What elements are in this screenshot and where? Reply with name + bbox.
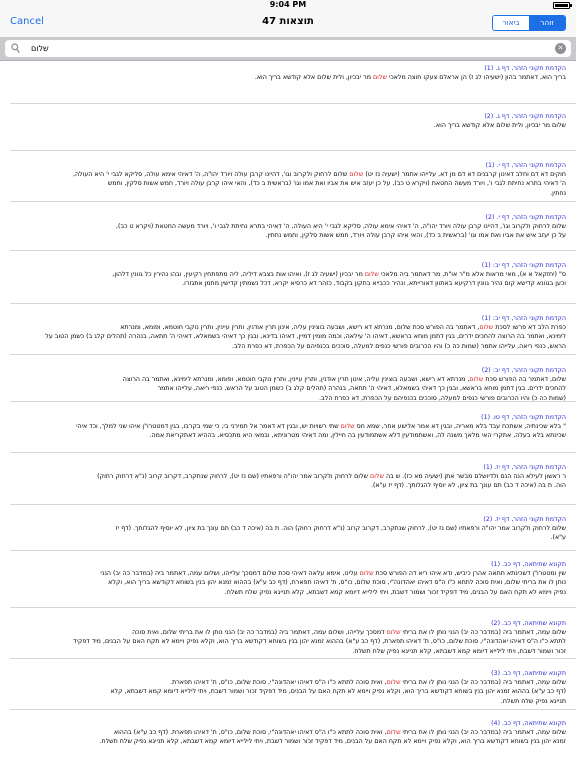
search-input[interactable] — [31, 41, 531, 56]
result-line — [10, 394, 566, 403]
result-text: הוה. ת בה (איכה ד כב) תם עונך בת ציון, לא יוסיף להגלותך. (דף יז ע"א). — [370, 482, 566, 490]
result-text: דמסכך עלייהו, ושלום עמה, דאתמר ביה (במדבר כה יב) הנני נותן לו את בריתי שלום, ואית סוכה — [132, 629, 387, 636]
result-text: לתתא כ"ו ה"ס דאיהו יאהדונה"י, סוכת שלום, כו"ס, ת' דאיהו תפארת, (דף כב ע"א) בההוא זמנא יהון בנין בשוחא דקודשא בריך הוא, וקלא נפיק ויימא לא תקח האם על הבנים, מיד דפקיד — [73, 638, 566, 646]
search-icon — [11, 43, 20, 54]
result-separator — [10, 150, 576, 151]
result-line — [10, 170, 566, 179]
segment-zohar[interactable]: זוהר — [529, 16, 565, 30]
cancel-button[interactable]: Cancel — [10, 16, 44, 27]
result-separator — [10, 709, 576, 710]
result-source: הקדמת תקוני הזהר, דף טו. (1) — [481, 414, 566, 421]
result-source: הקדמת תקוני הזהר, דף יז. (2) — [483, 516, 566, 523]
result-item[interactable] — [10, 314, 566, 351]
result-separator — [10, 103, 576, 104]
result-text: זכור ושמור דשבת, ויתי לילייא דיומא קמא דשבתא, קלא תנייגא נפיק שלח תשלח. — [352, 647, 566, 655]
search-match-highlight: שלום — [469, 376, 484, 383]
result-line — [10, 121, 566, 130]
search-match-highlight: שלום — [340, 423, 355, 430]
result-separator — [10, 303, 576, 304]
results-count-title: 47 תוצאות — [262, 16, 314, 27]
result-text: נחתין. — [550, 189, 566, 197]
result-source: תקונא שתיתאה, דף כב. (1) — [491, 561, 566, 568]
search-match-highlight: שלום — [372, 74, 387, 81]
result-item[interactable] — [10, 669, 566, 706]
result-line — [10, 697, 566, 706]
result-text: כפרת הלב דא פרשו לסכת — [493, 324, 566, 331]
result-source: הקדמת תקוני הזהר, דף י. (1) — [485, 162, 566, 169]
search-match-highlight: שלום — [386, 729, 401, 736]
source-segmented-control[interactable] — [492, 15, 566, 31]
result-source: תקונא שתיתאה, דף כב. (2) — [491, 620, 566, 627]
result-separator — [10, 607, 576, 608]
search-match-highlight: שלום — [386, 679, 401, 686]
result-item[interactable] — [10, 463, 566, 491]
result-text: מר יבכיון (ישעיה לג ז), ואיהו אות בצבא דיליה, ליה מתפתחין רקיעין, ובהו נהירין כל גוונין דלהון, — [112, 271, 365, 278]
result-text: שלום לרחוק ולקרוב אמר יהו"ה ורפאתיו (שם נז יט), לרחוק שנתקרב, דקרוב קרוב (נ"א דרחוק רחוק) הוה. ת בה (איכה ד כב) תם עונך בת ציון, לא יוסיף להגלותך. (דף יז — [115, 525, 566, 532]
result-line — [10, 422, 566, 431]
result-line — [10, 189, 566, 198]
result-text: מר יבכיון, ולית שלום אלא קודשא בריך הוא. — [254, 74, 373, 81]
result-text: ה' דאיהי בתרא נחיתת לגבי ו', ויורד מעשה החטאת (ויקרא ט כב), על כן יעזב איש את אביו ואת אמו וגו' (בראשית ב כד), והאי איהו קרבן עולה ויורד, חמש אשות סלקין, וחמש — [107, 180, 566, 188]
status-bar — [0, 0, 576, 10]
result-line — [10, 578, 566, 587]
result-separator — [10, 550, 576, 551]
result-source: הקדמת תקוני הזהר, דף י. (2) — [485, 214, 566, 221]
result-text: " בלא שכינתיה, אשתכח עבד בלא מאריה, ובגין דא אמר אלישע אחר, שמא חס — [354, 423, 566, 430]
result-separator — [10, 452, 576, 453]
result-item[interactable] — [10, 261, 566, 289]
result-text: , ואית סוכה לתתא כ"ו ה"ס דאיהו יאהדונה"י, סוכת שלום, כו"ס, ת' דאיהו תפארת. (דף כב ע"א) בההוא — [113, 729, 387, 736]
result-item[interactable] — [10, 560, 566, 597]
result-text: ר ראשון לעילא הנה הנם ולדיושלם מבשר אתן (ישעיה מא כז). ש בה — [383, 473, 566, 480]
result-line — [10, 332, 566, 341]
result-line — [10, 342, 566, 351]
result-text: עלינו, אימא עלאה דאיהי סכת שלום דמסכך עלייהו, ושלום עמה, דאתמר ביה (במדבר כה יב) הנני — [100, 570, 360, 577]
result-text: שלום לרחוק ולקרוב וגו', דהיינו קרבן עולה ויורד יהו"ה, ה' דאיהי אימא עולה, סליקא לגבי י' היא העולה, — [72, 171, 350, 178]
result-text: בריך הוא, דאתמר בהון (ישעיהו לג ז) הן אראלם צעקו חוצה מלאכי — [386, 74, 566, 81]
result-text: וכען בגוונא קדישא קום נהיר גוונין דרקיעא באתוון דאורייתא, ונהיר ככבייא בתקון בקבוד, כזהר דא כרסיא יקרא, דכל נשמתין קדישין מתמן אתגזרו. — [182, 280, 566, 288]
result-text: (דף כב ע"א) בההוא זמנא יהון בנין בשוחא דקודשא בריך הוא, וקלא נפיק ויימא לא תקח האם על הבנים, מיד דפקיד זכור ושמור דשבת, ויתי לילייא דיומא קמא דשבתא, קלא — [110, 688, 566, 696]
result-text: שלום לרחוק ולקרוב אמר יהו"ה ורפאתיו (שם נז יט), לרחוק שנתקרב, דקרוב קרוב (נ"א דרחוק רחוק) — [97, 473, 371, 480]
search-match-highlight: שלום — [349, 171, 364, 178]
result-text: ע"א). — [550, 534, 566, 542]
result-separator — [10, 658, 576, 659]
result-line — [10, 637, 566, 646]
result-source: תקונא שתיתאה, דף כב. (3) — [491, 670, 566, 677]
result-text: שלום לרחוק ולקרוב וגו', דהיינו קרבן עולה ויורד יהו"ה, ה' דאיהי אימא עולה, סליקא לגבי י' היא העולה, ה' דאיהי בתרא נחיתת לגבי ו', ויורד מעשה החטאת (ויקרא ט כב), — [115, 223, 566, 230]
result-text: (שמות כה כ) והיו הכרובים פורשי כנפים למעלה, סוככים בכנפיהם על הכפרת, דא כפרת הלב. — [319, 394, 566, 402]
result-text: שכינתא בלא בעלה, אתקרי האי מלאך משנה לה, ואשתמודעין דלא אשתמודעין בה חיילין, ומה דאיהי מטרוניתא, ובמאי היא מתכסיא, בההיא דאתקריאת אמה. — [149, 432, 566, 440]
result-text: זמנא יהון בנין בשוחא דקודשא בריך הוא, וקלא נפיק ויימא לא תקח האם על הבנים, מיד דפקיד זכור ושמור דשבת, ויתי לילייא דיומא קמא דשבתא, קלא תנייגא נפיק שלח תשלח. — [99, 738, 566, 746]
result-line — [10, 384, 566, 393]
result-item[interactable] — [10, 719, 566, 747]
result-line — [10, 678, 566, 687]
search-bar — [0, 37, 576, 61]
result-line — [10, 481, 566, 490]
result-line — [10, 431, 566, 440]
result-item[interactable] — [10, 413, 566, 441]
result-line — [10, 569, 566, 578]
result-text: שלום עמה, דאתמר ביה (במדבר כה יב) הנני נותן לו את בריתי — [400, 679, 566, 686]
result-source: הקדמת תקוני הזהר, דף יב: (1) — [481, 315, 566, 322]
result-line — [10, 737, 566, 746]
result-line — [10, 231, 566, 240]
battery-icon — [553, 2, 570, 9]
results-list[interactable] — [0, 61, 576, 768]
result-line — [10, 728, 566, 737]
status-time: 9:04 PM — [269, 0, 307, 9]
result-line — [10, 472, 566, 481]
result-text: להחכים ידרים, בגין דתמן מוחא בראשא, ובגין כך דאיהי בשמאלא, דאיהי ה' תתאה, בנהרה (תהלים קלג ב) כשמן הטוב על הראש, כנפי ריאה, עלייהו אתמר — [157, 385, 566, 393]
result-text: לימינא, ואתמר בה הרוצה להחכים ידרים, בגין דתמן מוחא בראשא, דאיהו ה' עילאה, וכמה מומין דמיין, דאיהו בדינא, ובגין כך דאיהי בשמאלא, דאיהי ה' תתאה, בנהרה (תהלים קלג ב) כשמן הטוב על — [45, 333, 566, 341]
result-text: ס" (יחזקאל א א), מאי מראות אלא מ"ר או"ת, מר דאתמר ביה מלאכי — [378, 271, 566, 278]
result-text: שלום עמה, דאתמר ביה (במדבר כה יב) הנני נותן לו את בריתי — [400, 729, 566, 736]
search-match-highlight: שלום — [364, 271, 379, 278]
result-text: חוקים דא דם וחלב דאינון קרבנים דא דם מן דא, עלייהו אתמר (ישעיה נז יט) — [363, 171, 566, 178]
result-line — [10, 687, 566, 696]
result-text: הראש, כנפי ריאה, עלייהו אתמר (שמות כה כ) והיו הכרובים פורשי כנפים למעלה, סוככים בכנפיהם על הכפרת, דא כפרת הלב. — [231, 342, 566, 350]
result-line — [10, 647, 566, 656]
result-line — [10, 179, 566, 188]
result-line — [10, 73, 566, 82]
result-source: הקדמת תקוני הזהר, דף ג. (1) — [484, 65, 566, 72]
result-line — [10, 588, 566, 597]
result-source: הקדמת תקוני הזהר, דף ג. (2) — [484, 113, 566, 120]
navigation-bar — [0, 10, 576, 37]
result-text: שלום, דאתמר בה הפורש סכת — [483, 376, 566, 383]
result-item[interactable] — [10, 515, 566, 543]
result-text: שלום עמה, דאתמר ביה (במדבר כה יב) הנני נותן לו את בריתי — [400, 629, 566, 636]
result-separator — [10, 504, 576, 505]
result-separator — [10, 354, 576, 355]
result-item[interactable] — [10, 64, 566, 82]
result-text: נותן לו את בריתי שלום, ואית סוכה לתתא כ"ו ה"ס דאיהו יאהדונה"י, סוכת שלום, כו"ס, ת' דאיהו תפארת, (דף כב ע"א) בההוא זמנא יהון בנין בשוחא דקודשא בריך הוא, וקלא — [108, 579, 566, 587]
result-item[interactable] — [10, 213, 566, 241]
result-source: הקדמת תקוני הזהר, דף יז. (1) — [483, 464, 566, 471]
search-box[interactable] — [5, 40, 571, 57]
result-item[interactable] — [10, 161, 566, 198]
result-separator — [10, 201, 576, 202]
result-text: נפיק ויימא לא תקח האם על הבנים, מיד דפקיד זכור ושמור דשבת, ויתי לילייא דיומא קמא דשבתא, קלא תנייגא נפיק שלח תשלח. — [224, 588, 566, 596]
result-text: , ואית סוכה לתתא כ"ו ה"ס דאיהו יאהדונה"י, סוכת שלום, כו"ס, ת' דאיהו תפארת. — [170, 679, 387, 686]
result-line — [10, 524, 566, 533]
result-line — [10, 375, 566, 384]
result-text: תנייגא נפיק שלח תשלח. — [500, 697, 566, 705]
segment-biur[interactable]: ביאור — [493, 16, 529, 30]
result-line — [10, 628, 566, 637]
result-line — [10, 270, 566, 279]
result-source: הקדמת תקוני הזהר, דף יב: (2) — [481, 367, 566, 374]
search-match-highlight: שלום — [370, 473, 384, 480]
result-text: שין ומטטרו"ן דשכינתא תתאה אהרן כיביש, ודא איהו ריא דה הפורש סכת — [373, 570, 566, 577]
result-text: על כן יעזב איש את אביו ואת אמו וגו' (בראשית ב כד), והאי איהו קרבן עולה ויורד, חמש אשות סלקין, וחמש נחתין. — [265, 232, 566, 240]
clear-search-icon[interactable]: ✕ — [555, 43, 566, 54]
result-line — [10, 222, 566, 231]
search-match-highlight: שלום — [359, 570, 374, 577]
result-text: שלום מר יבכיון, ולית שלום אלא קודשא בריך הוא. — [433, 122, 566, 129]
result-item[interactable] — [10, 619, 566, 656]
result-item[interactable] — [10, 112, 566, 130]
result-line — [10, 533, 566, 542]
result-item[interactable] — [10, 366, 566, 403]
result-separator — [10, 250, 576, 251]
result-source: תקונא שתיתאה, דף כב. (4) — [491, 720, 566, 727]
result-text: שתי רשויות יש, ובגין דא דאמר אל תמירני בי, כי שמי בקרבו, בגין דמטטרו"ן איהו שני למלך, וכד איהי — [76, 423, 341, 430]
result-text: , דאתמר בה הפורש סכת שלום, מנרתא דא רישא, ושבעה בוצינין עליה, אינון תרין אודנין, ותרין עיינין, ותרין נוקבי חוטמא, ופומא, ומנרתא — [120, 324, 480, 331]
result-text: , מנרתא דא רישא, ושבעה בוצינין עליה, אינון תרין אודנין, ותרין עיינין, ותרין נוקבי חוטמא, ופומא, ומנרתא לימינא, ואתמר בה הרוצה — [122, 376, 470, 383]
result-source: הקדמת תקוני הזהר, דף יב: (1) — [481, 262, 566, 269]
search-match-highlight: שלום — [479, 324, 494, 331]
search-match-highlight: שלום — [386, 629, 401, 636]
result-line — [10, 279, 566, 288]
result-line — [10, 323, 566, 332]
